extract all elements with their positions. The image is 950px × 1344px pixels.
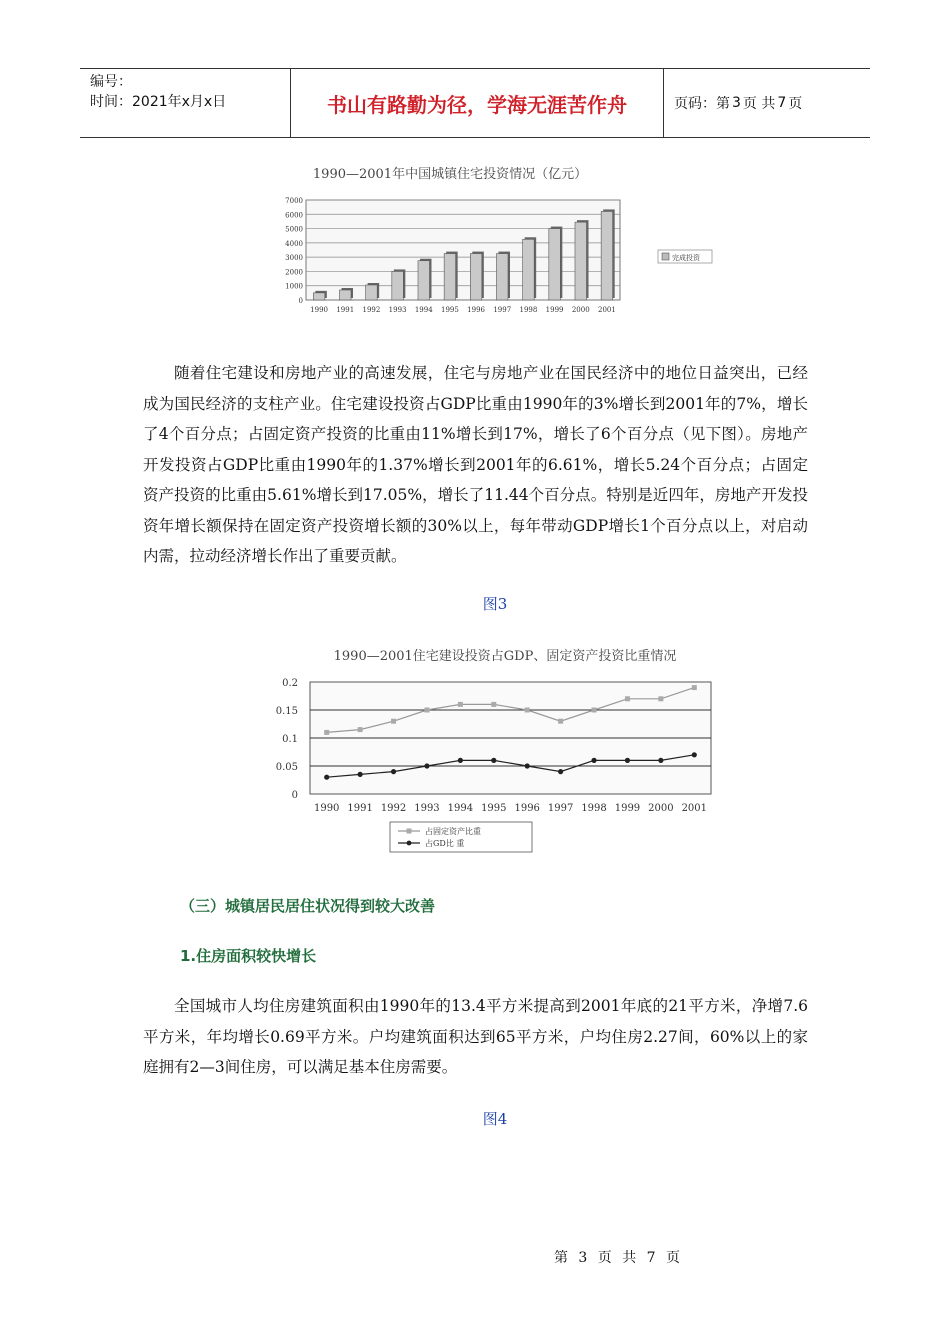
x-tick-label: 1997 [547, 803, 574, 814]
data-point [491, 702, 496, 707]
x-tick-label: 2001 [598, 306, 616, 314]
y-tick-label: 0 [298, 297, 303, 305]
y-tick-label: 5000 [285, 225, 303, 234]
data-point [625, 696, 630, 701]
x-tick-label: 1990 [313, 803, 340, 814]
x-tick-label: 1990 [310, 306, 328, 314]
bar [444, 254, 456, 300]
data-point [458, 758, 463, 763]
y-tick-label: 0 [291, 790, 298, 801]
date-label: 时间：2021年x月x日 [90, 94, 227, 110]
y-tick-label: 2000 [285, 268, 303, 277]
figure-caption-4: 图4 [482, 1110, 508, 1128]
x-tick-label: 1997 [493, 306, 512, 314]
page-end: 页 [788, 96, 803, 112]
data-point [692, 752, 697, 757]
page-mid: 页 共 [742, 96, 776, 112]
data-point [591, 758, 596, 763]
y-tick-label: 1000 [285, 282, 303, 291]
data-point [525, 708, 530, 713]
data-point [358, 772, 363, 777]
page-footer [0, 1247, 950, 1267]
legend-label: 占固定资产比重 [425, 827, 481, 836]
x-tick-label: 1993 [414, 803, 440, 814]
footer-num: 3 [578, 1250, 588, 1266]
subsection-heading: 1.住房面积较快增长 [180, 947, 317, 965]
x-tick-label: 1991 [336, 306, 355, 314]
plot-area [306, 200, 620, 300]
chart-title: 1990—2001年中国城镇住宅投资情况（亿元） [312, 167, 588, 182]
bar [496, 254, 508, 300]
bar [392, 271, 404, 300]
data-point [491, 758, 496, 763]
bar [339, 290, 351, 300]
y-tick-label: 7000 [285, 197, 303, 205]
footer-total: 7 [646, 1250, 656, 1266]
x-tick-label: 1996 [467, 306, 485, 314]
legend-marker [407, 841, 412, 846]
data-point [692, 685, 697, 690]
x-tick-label: 2000 [571, 306, 590, 314]
data-point [592, 708, 597, 713]
legend-marker [407, 829, 412, 834]
x-tick-label: 1998 [581, 803, 607, 814]
data-point [391, 769, 396, 774]
y-tick-label: 0.05 [275, 762, 298, 773]
x-tick-label: 1999 [614, 803, 641, 814]
data-point [391, 719, 396, 724]
data-point [658, 696, 663, 701]
data-point [324, 775, 329, 780]
bar [575, 222, 587, 300]
header-meta [80, 69, 291, 137]
footer-p3: 共 [622, 1250, 637, 1266]
x-tick-label: 1994 [414, 306, 433, 314]
x-tick-label: 1991 [347, 803, 373, 814]
data-point [525, 763, 530, 768]
page-total: 7 [777, 95, 787, 111]
section-heading: （三）城镇居民居住状况得到较大改善 [180, 897, 436, 915]
legend-swatch [662, 253, 669, 260]
chart-title: 1990—2001住宅建设投资占GDP、固定资产投资比重情况 [333, 649, 677, 664]
data-point [458, 702, 463, 707]
x-tick-label: 1999 [545, 306, 564, 314]
number-label: 编号： [90, 74, 132, 90]
data-point [558, 769, 563, 774]
x-tick-label: 1992 [362, 306, 381, 314]
data-point [558, 719, 563, 724]
footer-p4: 页 [666, 1250, 681, 1266]
page-label: 页码：第 [674, 96, 730, 112]
bar-chart-svg [270, 158, 730, 320]
legend-label: 完成投资 [672, 254, 700, 262]
x-tick-label: 2001 [681, 803, 708, 814]
x-tick-label: 1994 [447, 803, 474, 814]
y-tick-label: 4000 [285, 239, 303, 248]
x-tick-label: 1993 [388, 306, 407, 314]
footer-p1: 第 [553, 1250, 568, 1266]
line-chart-svg [270, 640, 720, 855]
x-tick-label: 1996 [514, 803, 540, 814]
x-tick-label: 2000 [648, 803, 674, 814]
data-point [424, 708, 429, 713]
x-tick-label: 1992 [380, 803, 407, 814]
x-tick-label: 1995 [481, 803, 507, 814]
bar [601, 211, 613, 300]
data-point [625, 758, 630, 763]
page-header [80, 68, 870, 138]
header-motto: 书山有路勤为径，学海无涯苦作舟 [291, 69, 664, 137]
bar [470, 254, 482, 300]
bar [549, 229, 561, 300]
line-chart-investment-ratio [270, 640, 720, 855]
y-tick-label: 3000 [285, 254, 303, 263]
y-tick-label: 0.2 [282, 678, 298, 689]
x-tick-label: 1995 [441, 306, 459, 314]
y-tick-label: 0.15 [275, 706, 298, 717]
data-point [358, 727, 363, 732]
header-page-info [664, 69, 870, 137]
y-tick-label: 0.1 [282, 734, 298, 745]
bar [366, 285, 378, 300]
bar [523, 239, 535, 300]
page-current: 3 [732, 95, 741, 111]
x-tick-label: 1998 [519, 306, 538, 314]
bar [313, 293, 325, 300]
figure-caption-3: 图3 [482, 595, 508, 613]
data-point [424, 763, 429, 768]
footer-p2: 页 [597, 1250, 612, 1266]
data-point [324, 730, 329, 735]
bar [418, 261, 430, 300]
paragraph-housing-area: 全国城市人均住房建筑面积由1990年的13.4平方米提高到2001年底的21平方米，净增7.6平方米，年均增长0.69平方米。户均建筑面积达到65平方米，户均住房2.27间，60%以上的家庭拥有2—3间住房，可以满足基本住房需要。 [143, 997, 808, 1076]
legend-label: 占GD比 重 [425, 839, 465, 848]
bar-chart-housing-investment [270, 158, 730, 320]
y-tick-label: 6000 [285, 211, 303, 220]
data-point [658, 758, 663, 763]
paragraph-investment: 随着住宅建设和房地产业的高速发展，住宅与房地产业在国民经济中的地位日益突出，已经成为国民经济的支柱产业。住宅建设投资占GDP比重由1990年的3%增长到2001年的7%，增长了4个百分点；占固定资产投资的比重由11%增长到17%，增长了6个百分点（见下图）。房地产开发投资占GDP比重由1990年的1.37%增长到2001年的6.61%，增长5.24个百分点；占固定资产投资的比重由5.61%增长到17.05%，增长了11.44个百分点。特别是近四年，房地产开发投资年增长额保持在固定资产投资增长额的30%以上，每年带动GDP增长1个百分点以上，对启动内需，拉动经济增长作出了重要贡献。 [143, 364, 808, 565]
